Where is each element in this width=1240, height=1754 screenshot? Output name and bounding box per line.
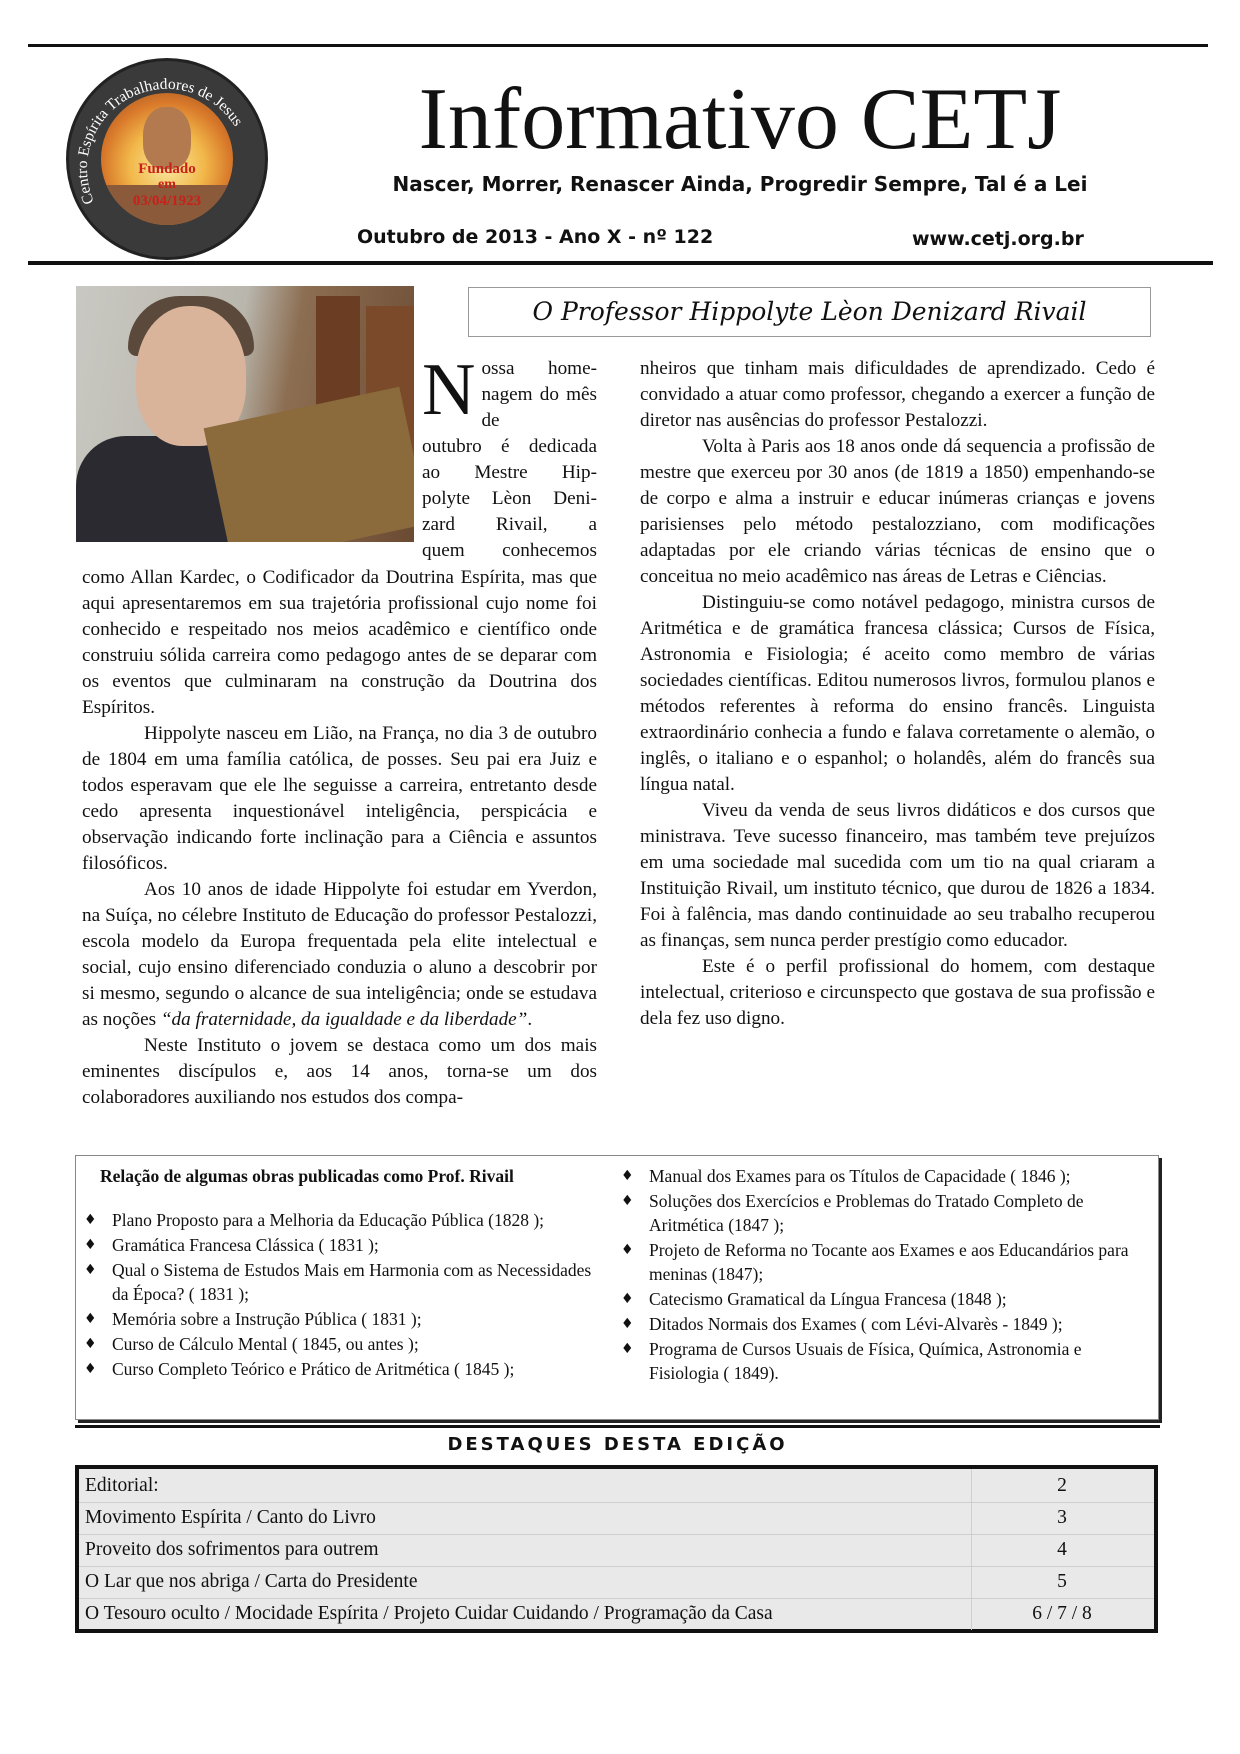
toc-page-number: 6 / 7 / 8 [971,1597,1152,1630]
article-paragraph: nheiros que tinham mais dificuldades de aprendizado. Cedo é convidado a atuar como professor, chegando a exercer a função de diretor nas ausências do professor Pestalozzi. [640,358,1155,431]
highlights-table [75,1465,1158,1633]
highlights-title: DESTAQUES DESTA EDIÇÃO [447,1434,788,1455]
article-paragraph: Viveu da venda de seus livros didáticos e dos cursos que ministrava. Teve sucesso financeiro, mas também teve prejuízos em uma sociedade mal sucedida com um tio na qual criaram a Instituição Rivail, um instituto técnico, que durou de 1826 a 1834. Foi à falência, mas dando continuidade ao seu trabalho recuperou as finanças, sem nunca perder prestígio como educador. [640,800,1155,951]
quote-fraternidade: “da fraternidade, da igualdade e da liberdade” [160,1009,528,1030]
table-row[interactable] [79,1501,1154,1535]
list-item: ♦ Plano Proposto para a Melhoria da Educação Pública (1828 ); [84,1210,545,1230]
list-item: ♦ Catecismo Gramatical da Língua Francesa (1848 ); [621,1289,1007,1309]
article-paragraph: Hippolyte nasceu em Lião, na França, no dia 3 de outubro de 1804 em uma família católica, de posses. Seu pai era Juiz e todos esperavam que ele lhe seguisse a carreira, entretanto desde cedo apresenta inquestionável inteligência, perspicácia e observação indicando forte inclinação para a Ciência e assuntos filosóficos. [82,723,597,874]
table-row[interactable] [79,1565,1154,1599]
list-item: ♦ Gramática Francesa Clássica ( 1831 ); [84,1235,379,1255]
top-rule [28,44,1208,47]
bullet-diamond-icon: ♦ [621,1193,634,1209]
toc-page-number: 4 [971,1533,1152,1566]
toc-page-number: 5 [971,1565,1152,1598]
bullet-diamond-icon: ♦ [621,1242,634,1258]
highlights-rule [75,1425,1160,1428]
bullet-diamond-icon: ♦ [621,1168,634,1184]
article-paragraph: Aos 10 anos de idade Hippolyte foi estudar em Yverdon, na Suíça, no célebre Instituto de Educação do professor Pestalozzi, escola modelo da Europa frequentada pela elite intelectual e social, cujo ensino diferenciado conduzia o aluno a descobrir por si mesmo, segundo o alcance de sua inteligência; onde se estudava as noções “da fraternidade, da igualdade e da liberdade”. [82,879,597,1030]
toc-section: Movimento Espírita / Canto do Livro [85,1507,376,1528]
list-item: ♦ Programa de Cursos Usuais de Física, Química, Astronomia e Fisiologia ( 1849). [621,1339,1082,1383]
list-item: ♦ Curso Completo Teórico e Prático de Aritmética ( 1845 ); [84,1359,515,1379]
article-intro-wrap [422,349,597,564]
cetj-logo [66,58,268,260]
list-item: ♦ Ditados Normais dos Exames ( com Lévi-Alvarès - 1849 ); [621,1314,1063,1334]
bullet-diamond-icon: ♦ [84,1311,97,1327]
works-list-left [84,1208,604,1382]
list-item: ♦ Curso de Cálculo Mental ( 1845, ou antes ); [84,1334,419,1354]
list-item: ♦ Manual dos Exames para os Títulos de Capacidade ( 1846 ); [621,1166,1071,1186]
drop-cap: N [422,349,476,431]
toc-page-number: 3 [971,1501,1152,1534]
logo-ring [69,61,265,257]
article-paragraph: Neste Instituto o jovem se destaca como um dos mais eminentes discípulos e, aos 14 anos, torna-se um dos colaboradores auxiliando nos estudos dos compa- [82,1035,597,1108]
article-paragraph: Volta à Paris aos 18 anos onde dá sequencia a profissão de mestre que exerceu por 30 anos (de 1819 a 1850) empenhando-se de corpo e alma a instruir e educar inúmeras crianças e jovens parisienses pelo método pestalozziano, com modificações adaptadas por ele criando várias técnicas de ensino que o conceitua no meio acadêmico nas áreas de Letras e Ciências. [640,436,1155,587]
website-link[interactable]: www.cetj.org.br [912,228,1084,250]
toc-page-number: 2 [971,1469,1152,1502]
works-heading: Relação de algumas obras publicadas como Prof. Rivail [100,1166,514,1186]
article-paragraph: Distinguiu-se como notável pedagogo, ministra cursos de Aritmética e de gramática francesa clássica; Cursos de Física, Astronomia e Fisiologia; é aceito como membro de várias sociedades científicas. Editou numerosos livros, formulou planos e métodos referentes à reforma do ensino francês. Linguista extraordinário conhecia a fundo e falava corretamente o alemão, o inglês, o italiano e o espanhol; o holandês, além do francês sua língua natal. [640,592,1155,795]
works-list-right [621,1164,1143,1386]
bullet-diamond-icon: ♦ [621,1316,634,1332]
intro-line-5: zard Rivail, a [422,514,597,535]
intro-line-2: outubro é dedicada [422,436,597,457]
list-item: ♦ Memória sobre a Instrução Pública ( 1831 ); [84,1309,422,1329]
intro-line-1: nagem do mês de [481,384,597,431]
intro-line-4: polyte Lèon Deni- [422,488,597,509]
toc-section: Editorial: [85,1475,159,1496]
newsletter-title: Informativo CETJ [418,71,1062,168]
bullet-diamond-icon: ♦ [84,1361,97,1377]
logo-em: em [158,177,176,192]
list-item: ♦ Projeto de Reforma no Tocante aos Exames e aos Educandários para meninas (1847); [621,1240,1129,1284]
edition-info: Outubro de 2013 - Ano X - nº 122 [357,226,714,248]
article-title: O Professor Hippolyte Lèon Denizard Rivail [468,287,1151,337]
intro-line-6: quem conhecemos [422,540,597,561]
logo-ring-text: Centro Espírita Trabalhadores de Jesus [73,75,247,207]
bullet-diamond-icon: ♦ [84,1237,97,1253]
table-row[interactable] [79,1533,1154,1567]
list-item: ♦ Qual o Sistema de Estudos Mais em Harmonia com as Necessidades da Época? ( 1831 ); [84,1260,592,1304]
bullet-diamond-icon: ♦ [84,1212,97,1228]
published-works-box [75,1155,1159,1420]
rivail-portrait-image [76,286,414,542]
toc-section: O Lar que nos abriga / Carta do Presidente [85,1571,418,1592]
logo-date: 03/04/1923 [132,193,202,209]
bullet-diamond-icon: ♦ [621,1291,634,1307]
list-item: ♦ Soluções dos Exercícios e Problemas do Tratado Completo de Aritmética (1847 ); [621,1191,1084,1235]
newsletter-motto: Nascer, Morrer, Renascer Ainda, Progredir Sempre, Tal é a Lei [392,172,1088,196]
bullet-diamond-icon: ♦ [84,1336,97,1352]
toc-section: O Tesouro oculto / Mocidade Espírita / Projeto Cuidar Cuidando / Programação da Casa [85,1603,773,1624]
article-right-column [640,356,1155,1032]
table-row[interactable] [79,1469,1154,1503]
intro-line-3: ao Mestre Hip- [422,462,597,483]
bullet-diamond-icon: ♦ [621,1341,634,1357]
table-row[interactable] [79,1597,1154,1630]
article-paragraph: como Allan Kardec, o Codificador da Doutrina Espírita, mas que aqui apresentaremos em sua trajetória profissional cujo nome foi conhecido e respeitado nos meios acadêmico e científico onde construiu sólida carreira como pedagogo antes de se deparar com os eventos que culminaram na construção da Doutrina dos Espíritos. [82,567,597,718]
bullet-diamond-icon: ♦ [84,1262,97,1278]
toc-section: Proveito dos sofrimentos para outrem [85,1539,379,1560]
article-left-column [82,565,597,1111]
article-paragraph: Este é o perfil profissional do homem, com destaque intelectual, criterioso e circunspecto que gostava de sua profissão e dela fez uso digno. [640,956,1155,1029]
masthead-bottom-rule [28,261,1213,265]
logo-fundado: Fundado [138,161,196,177]
intro-line-0: ossa home- [481,358,597,379]
